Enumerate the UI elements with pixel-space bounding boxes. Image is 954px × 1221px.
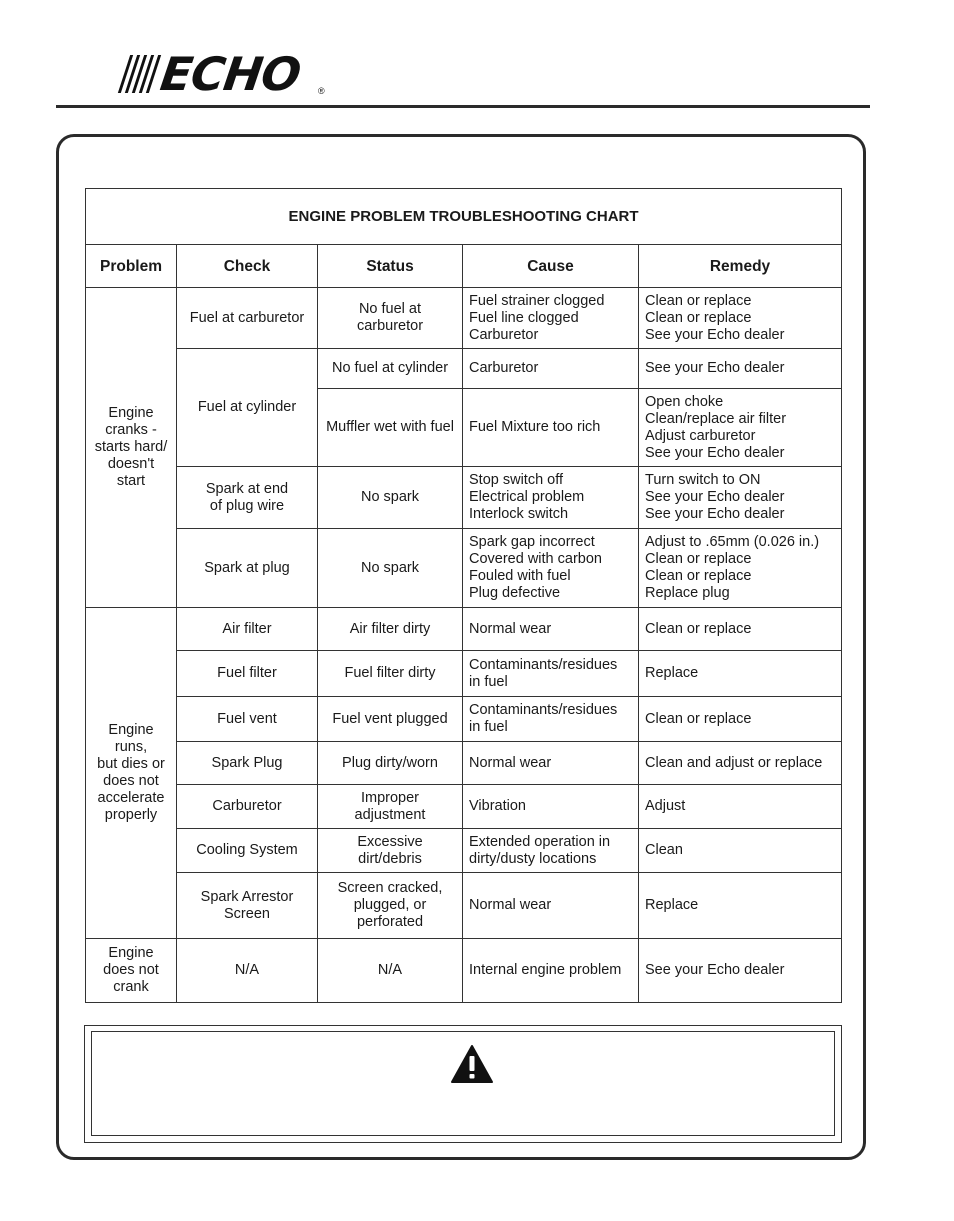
remedy-cell: Clean or replace Clean or replace See your Echo dealer — [639, 288, 842, 349]
table-row — [86, 349, 842, 389]
problem-cell: Engine cranks - starts hard/ doesn't start — [86, 288, 177, 608]
remedy-cell: Adjust — [639, 785, 842, 829]
check-cell: Spark at end of plug wire — [177, 467, 318, 529]
table-body — [86, 288, 842, 1003]
cause-cell: Fuel strainer clogged Fuel line clogged Carburetor — [463, 288, 639, 349]
table-row — [86, 529, 842, 608]
cause-cell: Spark gap incorrect Covered with carbon Fouled with fuel Plug defective — [463, 529, 639, 608]
status-cell: N/A — [318, 939, 463, 1003]
check-cell: Fuel filter — [177, 651, 318, 697]
warning-inner-box — [91, 1031, 835, 1136]
status-cell: Muffler wet with fuel — [318, 389, 463, 467]
table-row — [86, 467, 842, 529]
check-cell: Spark Arrestor Screen — [177, 873, 318, 939]
remedy-cell: Adjust to .65mm (0.026 in.) Clean or replace Clean or replace Replace plug — [639, 529, 842, 608]
warning-box — [84, 1025, 842, 1143]
cause-cell: Normal wear — [463, 873, 639, 939]
header-check: Check — [177, 245, 318, 288]
remedy-cell: Clean or replace — [639, 697, 842, 742]
check-cell: Air filter — [177, 608, 318, 651]
table-row — [86, 742, 842, 785]
cause-cell: Carburetor — [463, 349, 639, 389]
remedy-cell: See your Echo dealer — [639, 939, 842, 1003]
warning-triangle-icon — [450, 1044, 494, 1084]
table-row — [86, 288, 842, 349]
check-cell: N/A — [177, 939, 318, 1003]
logo-stripes — [118, 55, 161, 93]
remedy-cell: See your Echo dealer — [639, 349, 842, 389]
problem-cell: Engine does not crank — [86, 939, 177, 1003]
remedy-cell: Replace — [639, 873, 842, 939]
status-cell: Plug dirty/worn — [318, 742, 463, 785]
status-cell: Improper adjustment — [318, 785, 463, 829]
remedy-cell: Replace — [639, 651, 842, 697]
table-row — [86, 697, 842, 742]
status-cell: No spark — [318, 467, 463, 529]
status-cell: Fuel vent plugged — [318, 697, 463, 742]
check-cell: Carburetor — [177, 785, 318, 829]
logo-text: ECHO — [157, 47, 304, 101]
check-cell: Spark Plug — [177, 742, 318, 785]
remedy-cell: Turn switch to ON See your Echo dealer See your Echo dealer — [639, 467, 842, 529]
cause-cell: Vibration — [463, 785, 639, 829]
troubleshooting-table — [85, 188, 842, 1003]
cause-cell: Stop switch off Electrical problem Interlock switch — [463, 467, 639, 529]
table-row — [86, 785, 842, 829]
remedy-cell: Clean or replace — [639, 608, 842, 651]
cause-cell: Normal wear — [463, 742, 639, 785]
cause-cell: Extended operation in dirty/dusty locations — [463, 829, 639, 873]
cause-cell: Contaminants/residues in fuel — [463, 697, 639, 742]
status-cell: Excessive dirt/debris — [318, 829, 463, 873]
table-row — [86, 939, 842, 1003]
status-cell: Fuel filter dirty — [318, 651, 463, 697]
cause-cell: Contaminants/residues in fuel — [463, 651, 639, 697]
table-row — [86, 829, 842, 873]
remedy-cell: Open choke Clean/replace air filter Adjust carburetor See your Echo dealer — [639, 389, 842, 467]
cause-cell: Fuel Mixture too rich — [463, 389, 639, 467]
cause-cell: Internal engine problem — [463, 939, 639, 1003]
check-cell: Spark at plug — [177, 529, 318, 608]
cause-cell: Normal wear — [463, 608, 639, 651]
table-row — [86, 608, 842, 651]
registered-mark: ® — [318, 86, 325, 96]
status-cell: Screen cracked, plugged, or perforated — [318, 873, 463, 939]
problem-cell: Engine runs, but dies or does not accelerate properly — [86, 608, 177, 939]
status-cell: No fuel at carburetor — [318, 288, 463, 349]
status-cell: Air filter dirty — [318, 608, 463, 651]
header-row — [86, 245, 842, 288]
remedy-cell: Clean — [639, 829, 842, 873]
header-remedy: Remedy — [639, 245, 842, 288]
echo-logo — [124, 47, 334, 101]
status-cell: No fuel at cylinder — [318, 349, 463, 389]
header-problem: Problem — [86, 245, 177, 288]
header-rule — [56, 105, 870, 108]
table-row — [86, 651, 842, 697]
check-cell: Fuel at carburetor — [177, 288, 318, 349]
check-cell: Fuel vent — [177, 697, 318, 742]
chart-title: ENGINE PROBLEM TROUBLESHOOTING CHART — [86, 189, 842, 245]
table-row — [86, 873, 842, 939]
remedy-cell: Clean and adjust or replace — [639, 742, 842, 785]
check-cell: Cooling System — [177, 829, 318, 873]
check-cell: Fuel at cylinder — [177, 349, 318, 467]
header-cause: Cause — [463, 245, 639, 288]
header-status: Status — [318, 245, 463, 288]
status-cell: No spark — [318, 529, 463, 608]
